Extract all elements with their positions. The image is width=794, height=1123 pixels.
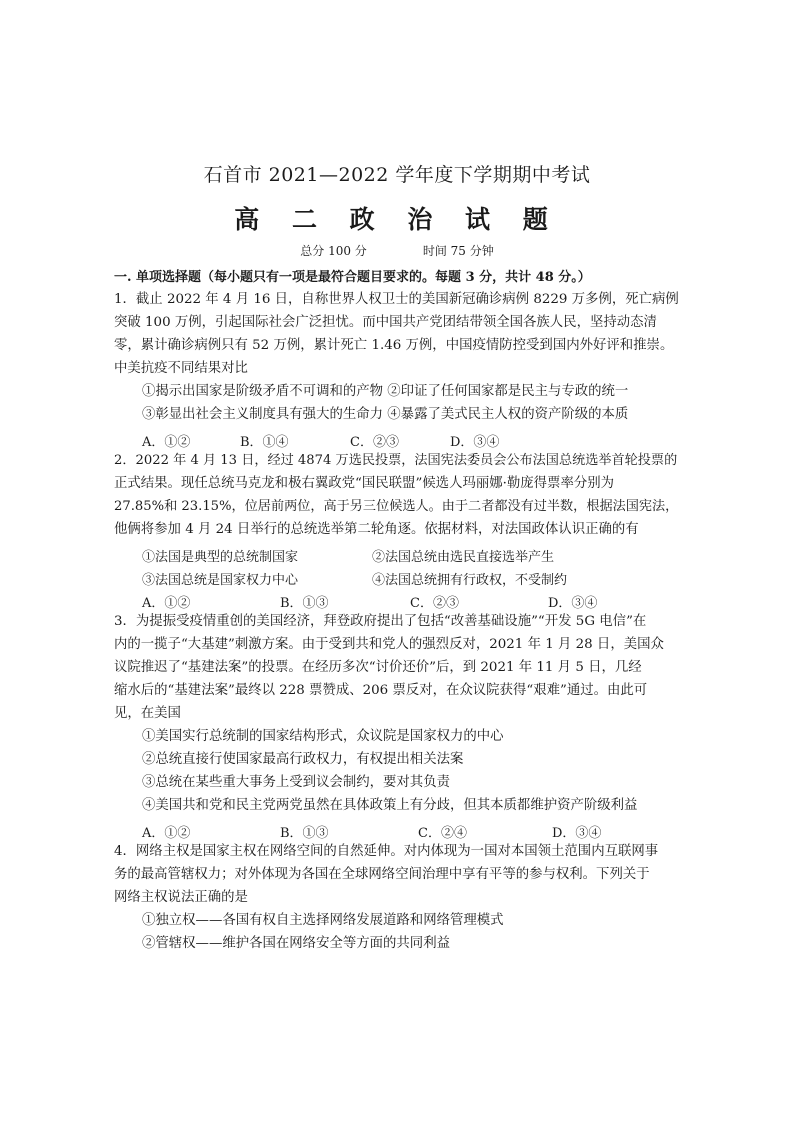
section-heading: 一. 单项选择题（每小题只有一项是最符合题目要求的。每题 3 分，共计 48 分。）: [114, 270, 591, 285]
question-stem-line: 2．2022 年 4 月 13 日，经过 4874 万选民投票，法国宪法委员会公布法国总统选举首轮投票的: [114, 453, 678, 468]
question-stem-line: 见，在美国: [114, 706, 181, 721]
question-stem-line: 正式结果。现任总统马克龙和极右翼政党“国民联盟”候选人玛丽娜·勒庞得票率分别为: [114, 476, 615, 491]
question-option-line: ①独立权——各国有权自主选择网络发展道路和网络管理模式: [142, 913, 504, 928]
question-option-line: ①美国实行总统制的国家结构形式，众议院是国家权力的中心: [142, 729, 504, 744]
exam-title: 石首市 2021—2022 学年度下学期期中考试: [203, 164, 591, 186]
choice-a: A．①②: [142, 435, 191, 450]
exam-time: 时间 75 分钟: [422, 244, 494, 258]
question-option: ②法国总统由选民直接选举产生: [372, 550, 555, 565]
question-option-line: ②总统直接行使国家最高行政权力，有权提出相关法案: [142, 752, 464, 767]
question-option: ③法国总统是国家权力中心: [142, 573, 299, 588]
question-stem-line: 中美抗疫不同结果对比: [114, 361, 248, 376]
question-stem-line: 3．为提振受疫情重创的美国经济，拜登政府提出了包括“改善基础设施”“开发 5G 电信”在: [114, 614, 647, 629]
choice-c: C．②③: [350, 435, 399, 450]
choice-a: A．①②: [142, 826, 191, 841]
question-stem-line: 内的一揽子“大基建”刺激方案。由于受到共和党人的强烈反对，2021 年 1 月 28 日，美国众: [114, 637, 664, 652]
question-option-line: ③彰显出社会主义制度具有强大的生命力 ④暴露了美式民主人权的资产阶级的本质: [142, 407, 629, 422]
question-stem-line: 1．截止 2022 年 4 月 16 日，自称世界人权卫士的美国新冠确诊病例 8229 万多例，死亡病例: [114, 292, 679, 307]
question-stem-line: 4．网络主权是国家主权在网络空间的自然延伸。对内体现为一国对本国领土范围内互联网事: [114, 844, 659, 859]
exam-meta: [0, 242, 794, 259]
question-stem-line: 网络主权说法正确的是: [114, 890, 248, 905]
choice-b: B．①③: [280, 826, 329, 841]
choice-c: C．②③: [410, 596, 459, 611]
question-option: ④法国总统拥有行政权，不受制约: [372, 573, 568, 588]
question-option-line: ①揭示出国家是阶级矛盾不可调和的产物 ②印证了任何国家都是民主与专政的统一: [142, 384, 629, 399]
choice-d: D．③④: [450, 435, 500, 450]
question-stem-line: 务的最高管辖权力；对外体现为各国在全球网络空间治理中享有平等的参与权利。下列关于: [114, 867, 650, 882]
choice-d: D．③④: [552, 826, 602, 841]
question-option-line: ④美国共和党和民主党两党虽然在具体政策上有分歧，但其本质都维护资产阶级利益: [142, 798, 638, 813]
question-option: ①法国是典型的总统制国家: [142, 550, 299, 565]
question-stem-line: 零，累计确诊病例只有 52 万例，累计死亡 1.46 万例，中国疫情防控受到国内外好评和推崇。: [114, 338, 674, 353]
question-option-line: ②管辖权——维护各国在网络安全等方面的共同利益: [142, 936, 450, 951]
question-stem-line: 他俩将参加 4 月 24 日举行的总统选举第二轮角逐。依据材料，对法国政体认识正确的有: [114, 522, 639, 537]
choice-a: A．①②: [142, 596, 191, 611]
choice-b: B．①④: [240, 435, 289, 450]
question-stem-line: 缩水后的“基建法案”最终以 228 票赞成、206 票反对，在众议院获得“艰难”通过。由此可: [114, 683, 648, 698]
total-score: 总分 100 分: [300, 244, 367, 258]
question-stem-line: 议院推迟了“基建法案”的投票。在经历多次“讨价还价”后，到 2021 年 11 月 5 日，几经: [114, 660, 642, 675]
choice-d: D．③④: [548, 596, 598, 611]
question-stem-line: 27.85%和 23.15%，位居前两位，高于另三位候选人。由于二者都没有过半数，根据法国宪法，: [114, 499, 679, 514]
question-option-line: ③总统在某些重大事务上受到议会制约，要对其负责: [142, 775, 450, 790]
subject-title: 高 二 政 治 试 题: [234, 205, 560, 234]
question-stem-line: 突破 100 万例，引起国际社会广泛担忧。而中国共产党团结带领全国各族人民，坚持动态清: [114, 315, 657, 330]
choice-c: C．②④: [418, 826, 467, 841]
choice-b: B．①③: [280, 596, 329, 611]
